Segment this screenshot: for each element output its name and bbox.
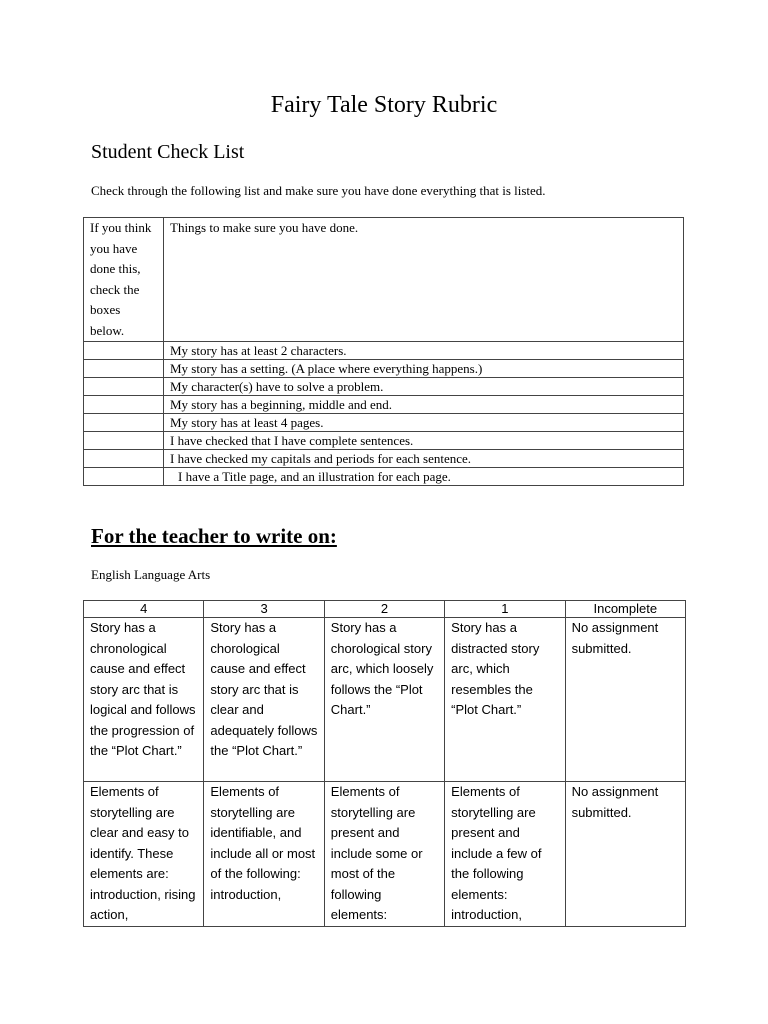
rubric-header-score-4: 4 <box>84 601 204 618</box>
checklist-header-items-column: Things to make sure you have done. <box>164 218 684 342</box>
rubric-row-storytelling-elements <box>84 782 686 927</box>
rubric-cell: Story has a chorological story arc, which loosely follows the “Plot Chart.” <box>324 618 444 782</box>
checklist-checkbox-cell[interactable] <box>84 396 164 414</box>
rubric-cell: No assignment submitted. <box>565 782 685 927</box>
checklist-row <box>84 378 684 396</box>
rubric-cell: No assignment submitted. <box>565 618 685 782</box>
checklist-item: I have a Title page, and an illustration for each page. <box>164 468 684 486</box>
checklist-item: My story has a beginning, middle and end. <box>164 396 684 414</box>
rubric-header-incomplete: Incomplete <box>565 601 685 618</box>
checklist-row <box>84 432 684 450</box>
rubric-row-story-arc <box>84 618 686 782</box>
rubric-cell: Elements of storytelling are identifiable, and include all or most of the following: introduction, <box>204 782 324 927</box>
checklist-checkbox-cell[interactable] <box>84 468 164 486</box>
teacher-section-heading: For the teacher to write on: <box>91 524 337 548</box>
rubric-header-score-1: 1 <box>445 601 565 618</box>
section-title-student-check-list: Student Check List <box>91 141 245 163</box>
checklist-row <box>84 396 684 414</box>
checklist-item: My story has a setting. (A place where everything happens.) <box>164 360 684 378</box>
rubric-cell: Story has a distracted story arc, which resembles the “Plot Chart.” <box>445 618 565 782</box>
rubric-header-score-3: 3 <box>204 601 324 618</box>
student-checklist-table <box>83 217 684 486</box>
rubric-header-score-2: 2 <box>324 601 444 618</box>
checklist-item: I have checked that I have complete sentences. <box>164 432 684 450</box>
rubric-cell: Elements of storytelling are present and include some or most of the following elements: <box>324 782 444 927</box>
checklist-row <box>84 342 684 360</box>
checklist-checkbox-cell[interactable] <box>84 414 164 432</box>
rubric-table <box>83 600 686 927</box>
rubric-cell: Elements of storytelling are clear and easy to identify. These elements are: introduction, rising action, <box>84 782 204 927</box>
checklist-checkbox-cell[interactable] <box>84 360 164 378</box>
checklist-item: My character(s) have to solve a problem. <box>164 378 684 396</box>
checklist-row <box>84 450 684 468</box>
checklist-checkbox-cell[interactable] <box>84 378 164 396</box>
checklist-header-row <box>84 218 684 342</box>
subject-label: English Language Arts <box>91 567 211 582</box>
checklist-checkbox-cell[interactable] <box>84 342 164 360</box>
checklist-checkbox-cell[interactable] <box>84 450 164 468</box>
checklist-header-checkbox-column: If you think you have done this, check the boxes below. <box>84 218 164 342</box>
rubric-cell: Story has a chronological cause and effect story arc that is logical and follows the progression of the “Plot Chart.” <box>84 618 204 782</box>
rubric-cell: Story has a chorological cause and effect story arc that is clear and adequately follows the “Plot Chart.” <box>204 618 324 782</box>
rubric-header-row <box>84 601 686 618</box>
checklist-item: My story has at least 2 characters. <box>164 342 684 360</box>
checklist-checkbox-cell[interactable] <box>84 432 164 450</box>
instructions-text: Check through the following list and make sure you have done everything that is listed. <box>91 183 546 198</box>
document-title: Fairy Tale Story Rubric <box>270 92 498 118</box>
checklist-row <box>84 468 684 486</box>
checklist-item: I have checked my capitals and periods for each sentence. <box>164 450 684 468</box>
checklist-item: My story has at least 4 pages. <box>164 414 684 432</box>
checklist-row <box>84 414 684 432</box>
rubric-cell: Elements of storytelling are present and include a few of the following elements: introduction, <box>445 782 565 927</box>
checklist-row <box>84 360 684 378</box>
